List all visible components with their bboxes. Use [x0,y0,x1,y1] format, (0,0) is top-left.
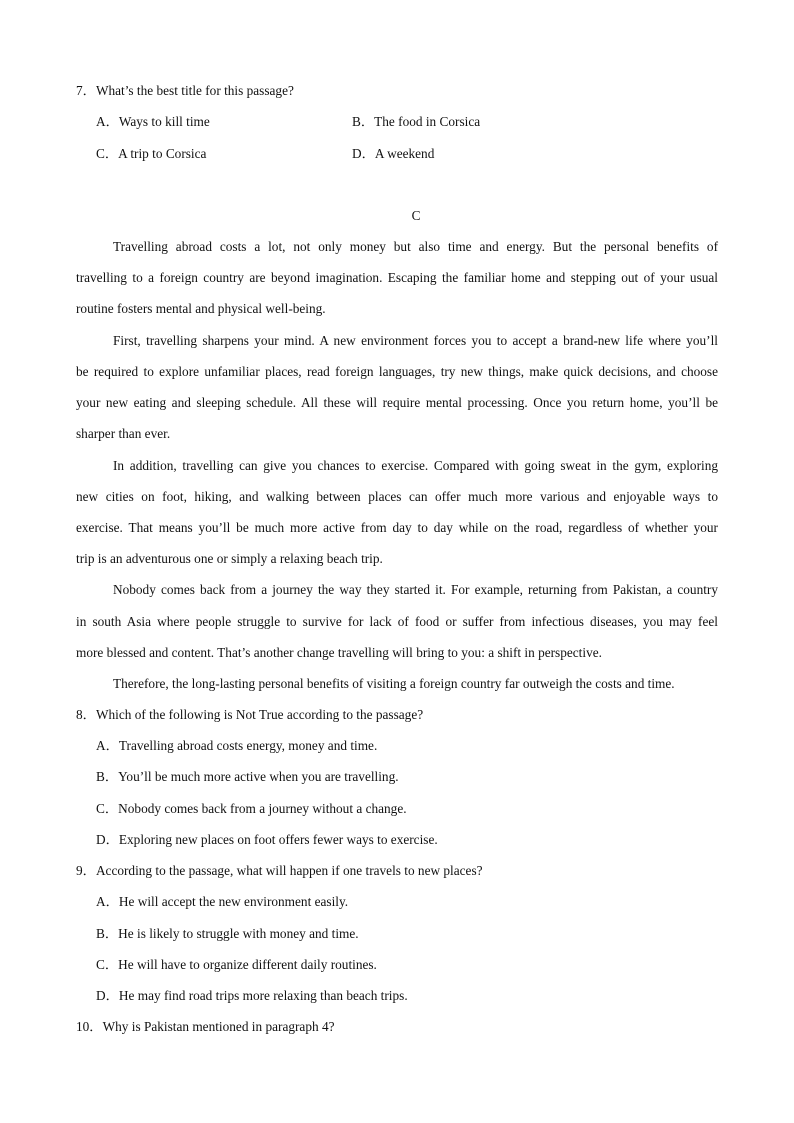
passage-p3-line-3: exercise. That means you’ll be much more active from day to day while on the road, regardless of whether your [76,520,718,535]
passage-p3-line-4: trip is an adventurous one or simply a relaxing beach trip. [76,551,383,566]
passage-p1-line-3: routine fosters mental and physical well-being. [76,301,326,316]
question-7-option-a: A．Ways to kill time [96,114,210,129]
question-7-option-b: B．The food in Corsica [352,114,481,129]
passage-p1-line-1: Travelling abroad costs a lot, not only money but also time and energy. But the personal benefits of [113,239,718,254]
question-8-stem: 8．Which of the following is Not True according to the passage? [76,707,424,722]
passage-p2-line-2: be required to explore unfamiliar places, read foreign languages, try new things, make quick decisions, and choose [76,364,718,379]
question-9-option-c: C．He will have to organize different daily routines. [96,957,377,972]
passage-p3-line-1: In addition, travelling can give you chances to exercise. Compared with going sweat in the gym, exploring [113,458,718,473]
section-label: C [411,208,421,223]
question-9-option-a: A．He will accept the new environment easily. [96,894,349,909]
passage-p1-line-2: travelling to a foreign country are beyond imagination. Escaping the familiar home and stepping out of your usual [76,270,718,285]
question-7-option-d: D．A weekend [352,146,435,161]
question-8-option-d: D．Exploring new places on foot offers fewer ways to exercise. [96,832,438,847]
question-8-option-b: B．You’ll be much more active when you are travelling. [96,769,399,784]
question-9-option-b: B．He is likely to struggle with money and time. [96,926,359,941]
question-10-stem: 10．Why is Pakistan mentioned in paragraph 4? [76,1019,335,1034]
passage-p2-line-4: sharper than ever. [76,426,171,441]
question-7-stem: 7．What’s the best title for this passage? [76,83,294,98]
question-8-option-a: A．Travelling abroad costs energy, money and time. [96,738,378,753]
passage-p4-line-1: Nobody comes back from a journey the way they started it. For example, returning from Pakistan, a country [113,582,718,597]
passage-p3-line-2: new cities on foot, hiking, and walking between places can offer much more various and enjoyable ways to [76,489,718,504]
question-7-option-c: C．A trip to Corsica [96,146,207,161]
question-9-option-d: D．He may find road trips more relaxing than beach trips. [96,988,408,1003]
passage-p2-line-1: First, travelling sharpens your mind. A new environment forces you to accept a brand-new life where you’ll [113,333,718,348]
passage-p2-line-3: your new eating and sleeping schedule. All these will require mental processing. Once you return home, you’ll be [76,395,718,410]
passage-p4-line-3: more blessed and content. That’s another change travelling will bring to you: a shift in perspective. [76,645,602,660]
question-9-stem: 9．According to the passage, what will happen if one travels to new places? [76,863,483,878]
passage-p4-line-2: in south Asia where people struggle to survive for lack of food or suffer from infectious diseases, you may feel [76,614,718,629]
question-8-option-c: C．Nobody comes back from a journey without a change. [96,801,407,816]
passage-p5-line-1: Therefore, the long-lasting personal benefits of visiting a foreign country far outweigh the costs and time. [113,676,675,691]
